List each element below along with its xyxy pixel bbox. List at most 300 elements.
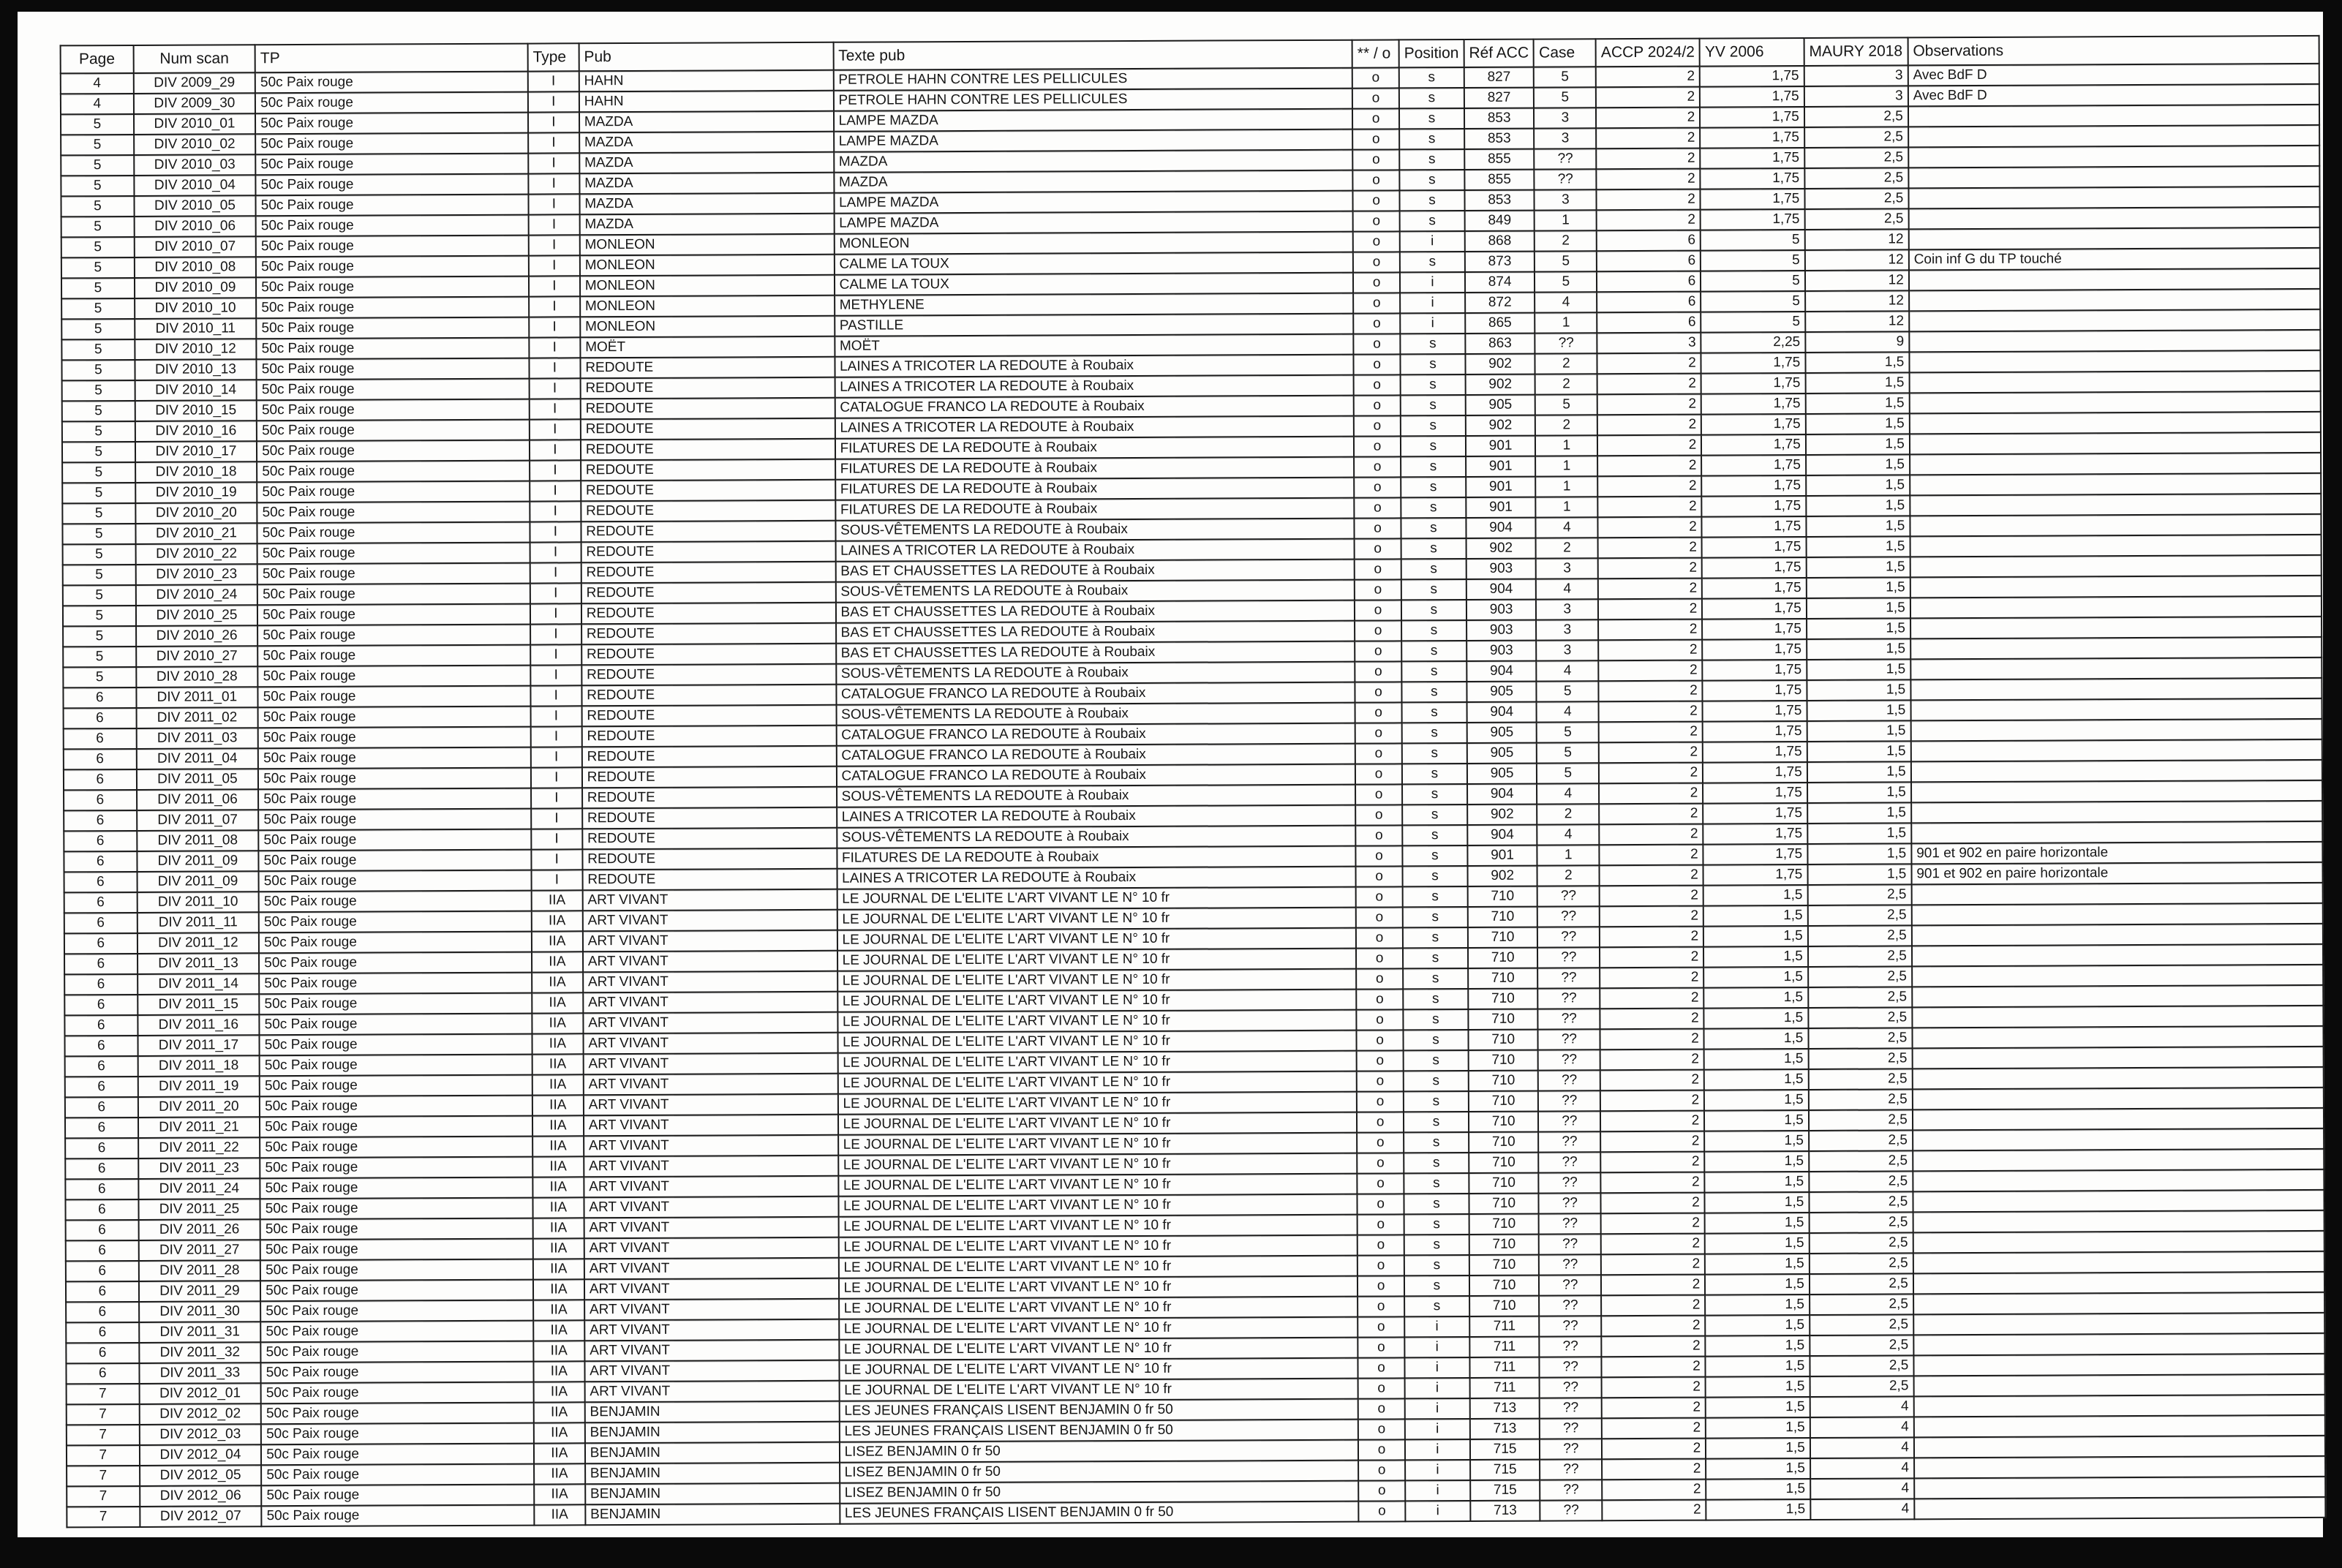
cell-texte_pub: LE JOURNAL DE L'ELITE L'ART VIVANT LE N° 10 fr bbox=[839, 1297, 1358, 1319]
cell-case: 5 bbox=[1535, 271, 1597, 292]
cell-pub: ART VIVANT bbox=[583, 910, 837, 932]
cell-num_scan: DIV 2011_18 bbox=[138, 1055, 260, 1077]
cell-maury: 2,5 bbox=[1808, 966, 1912, 987]
cell-yv: 1,5 bbox=[1706, 1335, 1810, 1357]
cell-yv: 1,5 bbox=[1704, 1131, 1809, 1152]
cell-position: s bbox=[1401, 661, 1466, 682]
cell-ref_acc: 868 bbox=[1464, 231, 1535, 252]
cell-position: s bbox=[1402, 743, 1467, 764]
cell-texte_pub: BAS ET CHAUSSETTES LA REDOUTE à Roubaix bbox=[836, 621, 1355, 644]
cell-type: I bbox=[528, 173, 579, 194]
cell-maury: 1,5 bbox=[1807, 782, 1911, 803]
cell-position: s bbox=[1401, 538, 1466, 559]
cell-type: I bbox=[528, 214, 579, 235]
cell-texte_pub: LE JOURNAL DE L'ELITE L'ART VIVANT LE N° 10 fr bbox=[837, 1071, 1357, 1094]
cell-accp: 2 bbox=[1598, 517, 1702, 538]
cell-pub: MAZDA bbox=[579, 214, 834, 235]
cell-yv: 1,5 bbox=[1704, 1028, 1809, 1049]
cell-type: IIA bbox=[533, 1361, 584, 1382]
cell-type: I bbox=[530, 644, 581, 665]
cell-type: I bbox=[528, 112, 579, 132]
cell-yv: 1,5 bbox=[1705, 1274, 1810, 1295]
cell-texte_pub: CATALOGUE FRANCO LA REDOUTE à Roubaix bbox=[836, 723, 1355, 746]
cell-yv: 1,5 bbox=[1705, 1294, 1810, 1316]
cell-case: ?? bbox=[1535, 333, 1597, 353]
cell-yv: 1,75 bbox=[1702, 516, 1807, 538]
cell-position: s bbox=[1402, 804, 1467, 825]
cell-maury: 2,5 bbox=[1804, 188, 1908, 209]
cell-pub: REDOUTE bbox=[581, 439, 835, 461]
cell-pub: MAZDA bbox=[579, 173, 834, 195]
cell-num_scan: DIV 2011_16 bbox=[138, 1014, 260, 1036]
cell-accp: 2 bbox=[1597, 210, 1701, 231]
cell-type: IIA bbox=[534, 1443, 585, 1463]
cell-page: 6 bbox=[64, 1036, 138, 1056]
cell-page: 5 bbox=[63, 647, 136, 667]
cell-star_o: o bbox=[1358, 1235, 1404, 1255]
cell-ref_acc: 710 bbox=[1469, 1091, 1539, 1112]
cell-position: s bbox=[1401, 436, 1466, 456]
cell-tp: 50c Paix rouge bbox=[256, 174, 529, 196]
cell-num_scan: DIV 2011_17 bbox=[138, 1035, 260, 1056]
cell-accp: 3 bbox=[1597, 333, 1701, 354]
cell-tp: 50c Paix rouge bbox=[257, 584, 530, 606]
cell-tp: 50c Paix rouge bbox=[261, 1341, 534, 1363]
cell-yv: 1,75 bbox=[1701, 373, 1806, 394]
cell-accp: 2 bbox=[1600, 1029, 1704, 1050]
cell-star_o: o bbox=[1358, 1419, 1405, 1439]
cell-star_o: o bbox=[1358, 1480, 1405, 1501]
cell-tp: 50c Paix rouge bbox=[259, 850, 532, 872]
cell-pub: REDOUTE bbox=[581, 603, 836, 625]
cell-type: IIA bbox=[532, 972, 583, 992]
cell-maury: 2,5 bbox=[1804, 106, 1908, 127]
cell-pub: REDOUTE bbox=[582, 828, 837, 850]
cell-obs bbox=[1910, 617, 2322, 638]
cell-star_o: o bbox=[1354, 497, 1401, 518]
cell-maury: 1,5 bbox=[1806, 557, 1910, 578]
cell-yv: 1,75 bbox=[1701, 148, 1805, 169]
cell-accp: 2 bbox=[1596, 108, 1700, 129]
cell-accp: 6 bbox=[1597, 230, 1701, 252]
cell-star_o: o bbox=[1357, 1153, 1404, 1173]
cell-texte_pub: LE JOURNAL DE L'ELITE L'ART VIVANT LE N° 10 fr bbox=[837, 969, 1357, 992]
cell-page: 5 bbox=[63, 544, 136, 565]
cell-obs bbox=[1908, 146, 2319, 167]
header-cell-position: Position bbox=[1399, 39, 1464, 67]
cell-case: 1 bbox=[1536, 476, 1598, 497]
cell-type: IIA bbox=[532, 1177, 584, 1197]
cell-accp: 2 bbox=[1600, 988, 1703, 1009]
cell-maury: 1,5 bbox=[1807, 802, 1911, 823]
cell-case: 3 bbox=[1535, 128, 1597, 148]
cell-num_scan: DIV 2012_02 bbox=[139, 1403, 261, 1425]
cell-num_scan: DIV 2011_07 bbox=[137, 810, 259, 831]
cell-position: s bbox=[1404, 1112, 1469, 1132]
cell-obs bbox=[1914, 1415, 2325, 1437]
cell-tp: 50c Paix rouge bbox=[255, 72, 528, 94]
cell-accp: 2 bbox=[1599, 701, 1703, 723]
cell-maury: 2,5 bbox=[1804, 127, 1908, 148]
cell-yv: 5 bbox=[1701, 230, 1805, 251]
cell-tp: 50c Paix rouge bbox=[260, 1218, 533, 1240]
cell-accp: 2 bbox=[1600, 845, 1703, 866]
cell-pub: REDOUTE bbox=[582, 766, 837, 788]
cell-page: 5 bbox=[61, 339, 135, 360]
cell-pub: ART VIVANT bbox=[583, 951, 837, 973]
cell-page: 7 bbox=[67, 1404, 140, 1425]
cell-position: s bbox=[1404, 1091, 1469, 1112]
table-body bbox=[61, 64, 2326, 1527]
cell-texte_pub: LISEZ BENJAMIN 0 fr 50 bbox=[839, 1440, 1358, 1463]
cell-position: s bbox=[1401, 682, 1466, 702]
cell-yv: 1,75 bbox=[1700, 127, 1804, 148]
cell-obs bbox=[1911, 801, 2322, 823]
cell-type: I bbox=[530, 583, 581, 603]
cell-case: ?? bbox=[1535, 169, 1597, 189]
cell-ref_acc: 853 bbox=[1464, 129, 1535, 149]
cell-type: IIA bbox=[532, 992, 583, 1013]
cell-star_o: o bbox=[1352, 170, 1399, 190]
cell-page: 6 bbox=[64, 995, 138, 1015]
cell-accp: 2 bbox=[1600, 824, 1703, 845]
cell-obs bbox=[1913, 1190, 2324, 1212]
cell-obs bbox=[1910, 412, 2321, 434]
cell-maury: 2,5 bbox=[1809, 1171, 1913, 1192]
cell-star_o: o bbox=[1358, 1439, 1405, 1460]
cell-page: 6 bbox=[64, 790, 137, 810]
cell-ref_acc: 710 bbox=[1468, 989, 1538, 1009]
cell-yv: 1,5 bbox=[1705, 1233, 1810, 1254]
cell-obs: Avec BdF D bbox=[1908, 64, 2319, 86]
cell-obs bbox=[1914, 1497, 2325, 1519]
cell-texte_pub: CATALOGUE FRANCO LA REDOUTE à Roubaix bbox=[836, 682, 1355, 705]
cell-num_scan: DIV 2010_06 bbox=[134, 216, 256, 237]
cell-texte_pub: LE JOURNAL DE L'ELITE L'ART VIVANT LE N° 10 fr bbox=[837, 928, 1356, 951]
cell-accp: 2 bbox=[1597, 476, 1701, 497]
cell-position: i bbox=[1405, 1460, 1470, 1480]
cell-maury: 1,5 bbox=[1806, 475, 1910, 496]
cell-type: I bbox=[529, 337, 580, 358]
cell-texte_pub: LAINES A TRICOTER LA REDOUTE à Roubaix bbox=[835, 539, 1355, 562]
cell-obs bbox=[1910, 555, 2321, 577]
cell-num_scan: DIV 2010_19 bbox=[135, 482, 257, 503]
cell-tp: 50c Paix rouge bbox=[256, 276, 529, 298]
cell-type: I bbox=[530, 501, 581, 521]
cell-type: IIA bbox=[532, 911, 583, 931]
cell-maury: 1,5 bbox=[1807, 659, 1910, 680]
cell-position: s bbox=[1403, 989, 1468, 1009]
cell-maury: 1,5 bbox=[1805, 372, 1909, 393]
cell-tp: 50c Paix rouge bbox=[256, 256, 529, 278]
cell-case: 5 bbox=[1537, 722, 1599, 742]
cell-case: 1 bbox=[1536, 497, 1598, 517]
cell-num_scan: DIV 2010_16 bbox=[135, 421, 257, 442]
cell-case: ?? bbox=[1539, 1193, 1601, 1213]
cell-position: s bbox=[1400, 252, 1465, 272]
cell-maury: 2,5 bbox=[1808, 1007, 1912, 1028]
cell-type: I bbox=[530, 624, 581, 644]
cell-type: I bbox=[531, 747, 582, 767]
cell-ref_acc: 849 bbox=[1464, 211, 1535, 231]
cell-position: s bbox=[1404, 1255, 1469, 1275]
cell-position: s bbox=[1404, 1194, 1469, 1214]
cell-page: 6 bbox=[64, 954, 138, 974]
cell-ref_acc: 902 bbox=[1465, 354, 1535, 374]
cell-page: 7 bbox=[67, 1425, 140, 1445]
cell-position: s bbox=[1399, 88, 1464, 108]
cell-obs bbox=[1913, 1210, 2324, 1232]
cell-page: 7 bbox=[67, 1486, 140, 1507]
cell-yv: 1,75 bbox=[1703, 721, 1807, 742]
cell-texte_pub: FILATURES DE LA REDOUTE à Roubaix bbox=[835, 498, 1355, 521]
cell-obs bbox=[1910, 494, 2321, 516]
cell-star_o: o bbox=[1352, 149, 1399, 170]
cell-texte_pub: MAZDA bbox=[834, 150, 1353, 173]
cell-yv: 1,5 bbox=[1706, 1376, 1810, 1398]
cell-pub: REDOUTE bbox=[581, 500, 835, 522]
cell-accp: 2 bbox=[1598, 538, 1702, 559]
cell-position: i bbox=[1405, 1501, 1470, 1521]
cell-yv: 5 bbox=[1701, 250, 1805, 271]
cell-position: s bbox=[1400, 190, 1465, 211]
header-cell-ref_acc: Réf ACC bbox=[1464, 39, 1534, 67]
cell-yv: 2,25 bbox=[1701, 332, 1806, 353]
cell-type: I bbox=[530, 685, 581, 706]
cell-page: 6 bbox=[65, 1077, 138, 1097]
cell-ref_acc: 905 bbox=[1467, 743, 1537, 764]
cell-tp: 50c Paix rouge bbox=[260, 1055, 532, 1077]
cell-position: s bbox=[1404, 1173, 1469, 1194]
cell-star_o: o bbox=[1354, 477, 1401, 497]
cell-yv: 1,75 bbox=[1702, 557, 1807, 578]
cell-star_o: o bbox=[1355, 579, 1401, 600]
cell-num_scan: DIV 2012_04 bbox=[140, 1444, 262, 1466]
cell-obs bbox=[1912, 1047, 2323, 1068]
cell-pub: ART VIVANT bbox=[584, 1196, 838, 1218]
cell-case: ?? bbox=[1538, 968, 1600, 988]
cell-pub: REDOUTE bbox=[580, 398, 835, 420]
cell-yv: 1,75 bbox=[1703, 680, 1807, 701]
cell-obs bbox=[1911, 821, 2322, 843]
cell-maury: 1,5 bbox=[1807, 700, 1910, 721]
cell-case: ?? bbox=[1539, 1275, 1601, 1295]
cell-case: 3 bbox=[1534, 108, 1596, 128]
cell-position: s bbox=[1399, 170, 1464, 190]
cell-yv: 1,75 bbox=[1700, 66, 1804, 87]
cell-accp: 2 bbox=[1601, 1172, 1705, 1194]
cell-num_scan: DIV 2011_32 bbox=[139, 1342, 261, 1363]
cell-obs bbox=[1910, 535, 2321, 557]
cell-accp: 2 bbox=[1596, 67, 1700, 88]
cell-page: 6 bbox=[64, 749, 137, 769]
cell-star_o: o bbox=[1353, 190, 1400, 211]
cell-obs bbox=[1913, 1313, 2324, 1335]
cell-star_o: o bbox=[1358, 1194, 1404, 1214]
cell-position: i bbox=[1405, 1419, 1470, 1439]
cell-star_o: o bbox=[1354, 354, 1401, 374]
cell-accp: 2 bbox=[1598, 578, 1702, 600]
cell-page: 5 bbox=[62, 442, 135, 462]
cell-obs bbox=[1913, 1251, 2324, 1273]
header-cell-pub: Pub bbox=[579, 42, 833, 72]
cell-position: s bbox=[1402, 784, 1467, 804]
cell-case: ?? bbox=[1539, 1152, 1601, 1172]
cell-texte_pub: MOËT bbox=[835, 334, 1354, 357]
cell-tp: 50c Paix rouge bbox=[257, 625, 530, 647]
cell-texte_pub: METHYLENE bbox=[835, 293, 1354, 316]
cell-tp: 50c Paix rouge bbox=[257, 502, 530, 524]
cell-star_o: o bbox=[1355, 620, 1401, 641]
cell-accp: 2 bbox=[1602, 1459, 1706, 1480]
cell-star_o: o bbox=[1352, 108, 1399, 129]
cell-pub: MOËT bbox=[580, 336, 835, 358]
cell-maury: 2,5 bbox=[1804, 147, 1908, 168]
cell-accp: 2 bbox=[1600, 1131, 1704, 1153]
cell-case: 2 bbox=[1537, 865, 1600, 886]
cell-type: IIA bbox=[532, 1095, 584, 1115]
cell-ref_acc: 715 bbox=[1470, 1480, 1540, 1501]
cell-page: 6 bbox=[66, 1240, 139, 1261]
cell-accp: 2 bbox=[1602, 1398, 1706, 1419]
cell-type: I bbox=[530, 480, 581, 501]
cell-ref_acc: 710 bbox=[1469, 1275, 1540, 1296]
cell-position: i bbox=[1400, 272, 1465, 293]
cell-star_o: o bbox=[1358, 1501, 1405, 1521]
cell-tp: 50c Paix rouge bbox=[256, 317, 529, 339]
cell-position: s bbox=[1400, 211, 1465, 231]
cell-tp: 50c Paix rouge bbox=[259, 870, 532, 892]
cell-yv: 1,75 bbox=[1701, 209, 1805, 230]
cell-case: 4 bbox=[1537, 824, 1600, 845]
cell-case: ?? bbox=[1537, 906, 1600, 927]
cell-case: 4 bbox=[1535, 292, 1597, 312]
cell-accp: 2 bbox=[1598, 558, 1702, 579]
cell-num_scan: DIV 2010_24 bbox=[135, 584, 257, 606]
cell-num_scan: DIV 2010_13 bbox=[135, 359, 257, 380]
cell-position: s bbox=[1403, 968, 1468, 989]
cell-obs bbox=[1909, 350, 2320, 372]
cell-yv: 1,5 bbox=[1706, 1479, 1810, 1500]
cell-obs bbox=[1910, 432, 2321, 454]
cell-position: s bbox=[1404, 1275, 1469, 1296]
cell-num_scan: DIV 2010_27 bbox=[136, 646, 258, 667]
cell-star_o: o bbox=[1356, 866, 1403, 886]
cell-num_scan: DIV 2011_09 bbox=[137, 871, 259, 892]
cell-tp: 50c Paix rouge bbox=[259, 891, 532, 913]
cell-tp: 50c Paix rouge bbox=[256, 235, 529, 257]
cell-case: ?? bbox=[1540, 1357, 1602, 1377]
cell-yv: 1,5 bbox=[1704, 1110, 1809, 1131]
cell-tp: 50c Paix rouge bbox=[257, 604, 530, 626]
cell-tp: 50c Paix rouge bbox=[260, 1034, 532, 1056]
cell-page: 4 bbox=[61, 94, 134, 114]
cell-type: I bbox=[528, 132, 579, 153]
cell-case: 2 bbox=[1535, 353, 1597, 374]
cell-position: s bbox=[1401, 641, 1466, 661]
cell-obs bbox=[1909, 371, 2320, 393]
cell-star_o: o bbox=[1357, 1071, 1404, 1091]
cell-yv: 1,5 bbox=[1704, 987, 1809, 1009]
cell-case: 4 bbox=[1536, 578, 1598, 599]
cell-tp: 50c Paix rouge bbox=[260, 1177, 533, 1199]
cell-obs bbox=[1910, 473, 2321, 495]
cell-num_scan: DIV 2010_08 bbox=[134, 257, 256, 278]
cell-obs bbox=[1913, 1333, 2324, 1355]
cell-yv: 1,5 bbox=[1703, 946, 1808, 968]
cell-pub: ART VIVANT bbox=[582, 889, 837, 911]
document-page bbox=[18, 12, 2323, 1537]
cell-num_scan: DIV 2011_12 bbox=[138, 932, 260, 954]
cell-page: 7 bbox=[67, 1384, 140, 1404]
cell-pub: REDOUTE bbox=[581, 664, 836, 686]
cell-star_o: o bbox=[1353, 252, 1400, 272]
cell-maury: 2,5 bbox=[1810, 1314, 1913, 1335]
header-cell-tp: TP bbox=[255, 44, 528, 73]
cell-type: I bbox=[531, 829, 582, 849]
cell-position: s bbox=[1404, 1132, 1469, 1153]
cell-obs: Coin inf G du TP touché bbox=[1909, 248, 2320, 270]
cell-pub: REDOUTE bbox=[581, 725, 836, 747]
cell-star_o: o bbox=[1355, 845, 1402, 866]
cell-texte_pub: MAZDA bbox=[834, 170, 1353, 193]
cell-ref_acc: 855 bbox=[1464, 170, 1535, 190]
cell-ref_acc: 711 bbox=[1469, 1337, 1540, 1357]
cell-accp: 2 bbox=[1597, 374, 1701, 395]
cell-maury: 12 bbox=[1805, 249, 1909, 271]
cell-page: 4 bbox=[61, 73, 134, 94]
cell-yv: 1,5 bbox=[1705, 1192, 1810, 1213]
cell-maury: 2,5 bbox=[1808, 1028, 1912, 1049]
cell-page: 7 bbox=[67, 1466, 140, 1486]
cell-num_scan: DIV 2010_09 bbox=[135, 277, 257, 298]
cell-pub: REDOUTE bbox=[581, 705, 836, 727]
cell-yv: 1,75 bbox=[1701, 393, 1806, 415]
cell-ref_acc: 713 bbox=[1469, 1398, 1540, 1419]
cell-ref_acc: 853 bbox=[1464, 108, 1535, 129]
cell-star_o: o bbox=[1356, 948, 1403, 968]
cell-star_o: o bbox=[1354, 415, 1401, 436]
cell-yv: 5 bbox=[1701, 312, 1805, 333]
cell-type: IIA bbox=[532, 951, 583, 972]
cell-num_scan: DIV 2010_10 bbox=[135, 298, 257, 319]
cell-pub: REDOUTE bbox=[582, 848, 837, 870]
cell-num_scan: DIV 2011_09 bbox=[137, 851, 259, 872]
cell-texte_pub: LE JOURNAL DE L'ELITE L'ART VIVANT LE N° 10 fr bbox=[837, 887, 1356, 910]
cell-maury: 1,5 bbox=[1805, 352, 1909, 373]
cell-num_scan: DIV 2011_15 bbox=[138, 994, 260, 1015]
cell-case: ?? bbox=[1539, 1213, 1601, 1234]
cell-ref_acc: 903 bbox=[1466, 620, 1537, 641]
cell-maury: 2,5 bbox=[1810, 1335, 1913, 1356]
cell-type: I bbox=[531, 788, 582, 808]
cell-ref_acc: 901 bbox=[1466, 497, 1536, 518]
cell-position: s bbox=[1399, 108, 1464, 129]
cell-maury: 2,5 bbox=[1809, 1150, 1913, 1172]
cell-type: I bbox=[529, 276, 580, 296]
cell-type: IIA bbox=[533, 1238, 584, 1259]
cell-position: s bbox=[1401, 579, 1466, 600]
cell-obs bbox=[1913, 1088, 2324, 1109]
cell-position: s bbox=[1401, 374, 1466, 395]
cell-texte_pub: LE JOURNAL DE L'ELITE L'ART VIVANT LE N° 10 fr bbox=[837, 990, 1357, 1012]
cell-tp: 50c Paix rouge bbox=[258, 666, 531, 687]
cell-case: ?? bbox=[1540, 1398, 1602, 1418]
cell-case: 5 bbox=[1537, 681, 1599, 701]
cell-star_o: o bbox=[1355, 702, 1402, 723]
cell-type: IIA bbox=[532, 1218, 584, 1238]
cell-star_o: o bbox=[1356, 886, 1403, 907]
